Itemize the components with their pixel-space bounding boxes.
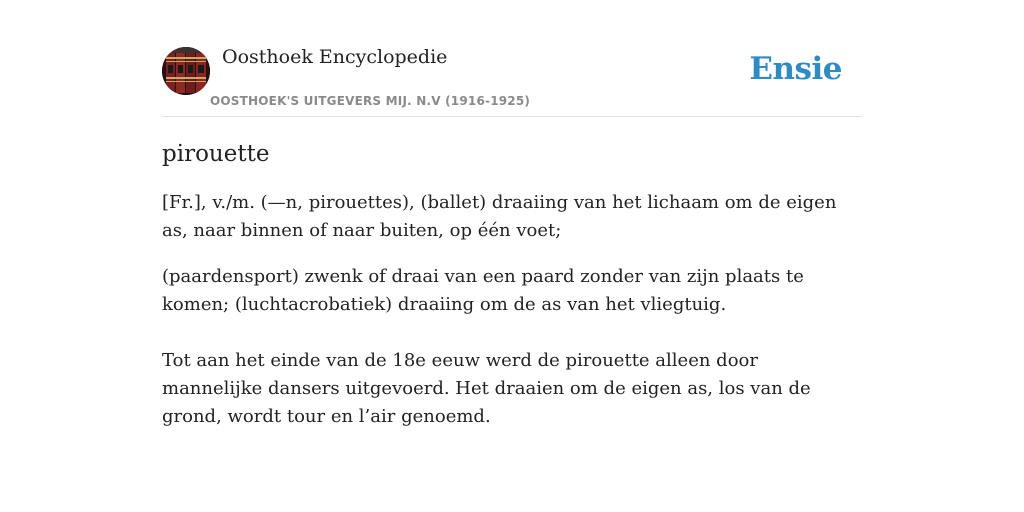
source-avatar xyxy=(162,47,210,95)
definition-paragraph: [Fr.], v./m. (—n, pirouettes), (ballet) draaiing van het lichaam om de eigen as, naar binnen of naar buiten, op één voet; xyxy=(162,192,837,241)
definition-paragraph: (paardensport) zwenk of draai van een paard zonder van zijn plaats te komen; (luchtacrobatiek) draaiing om de as van het vliegtuig. xyxy=(162,266,804,315)
entry-card xyxy=(162,44,862,431)
source-title: Oosthoek Encyclopedie xyxy=(222,46,448,68)
source-subtitle: OOSTHOEK'S UITGEVERS MIJ. N.V (1916-1925) xyxy=(210,94,531,108)
brand-logo-link[interactable]: Ensie xyxy=(749,51,842,87)
definition-paragraph: Tot aan het einde van de 18e eeuw werd de pirouette alleen door mannelijke dansers uitgevoerd. Het draaien om de eigen as, los van de grond, wordt tour en l’air genoemd. xyxy=(162,350,811,427)
entry-term: pirouette xyxy=(162,141,270,167)
encyclopedia-books-icon xyxy=(162,47,210,95)
source-header xyxy=(162,44,862,117)
